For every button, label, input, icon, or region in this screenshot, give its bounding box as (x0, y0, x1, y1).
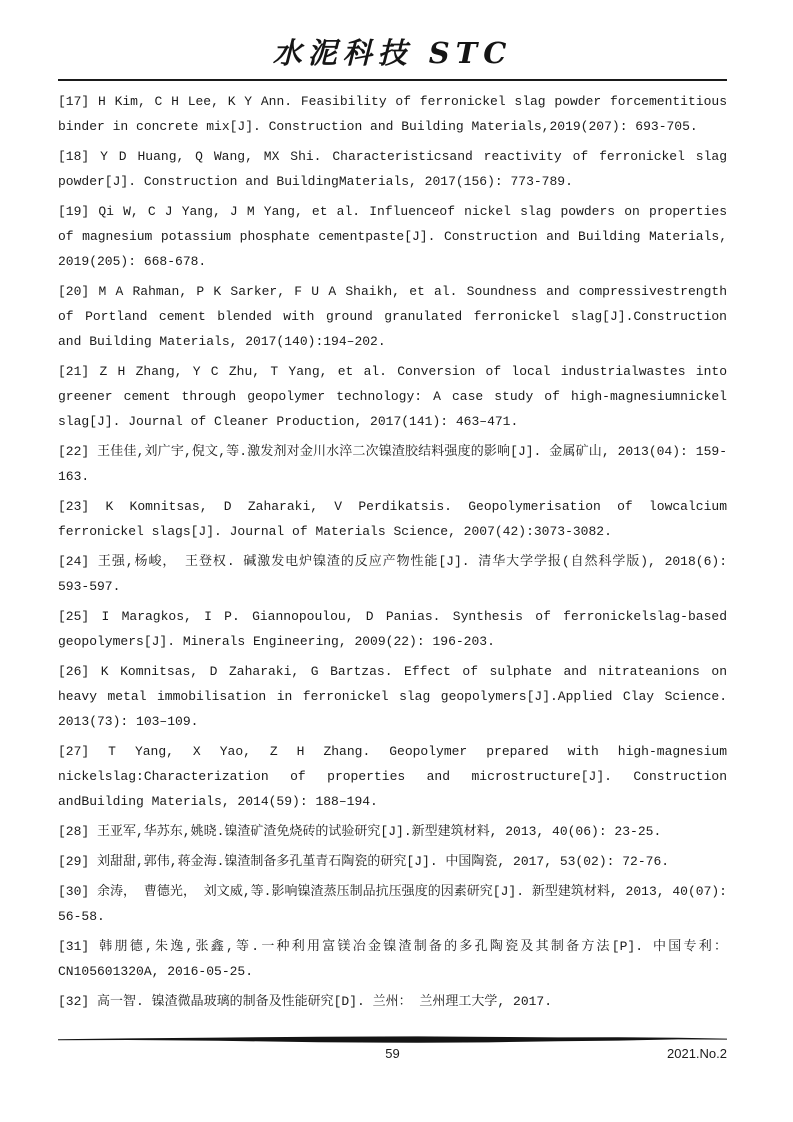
reference-17: [17] H Kim, C H Lee, K Y Ann. Feasibility of ferronickel slag powder forcementitious binder in concrete mix[J]. Construction and Building Materials,2019(207): 693-705. (58, 94, 727, 134)
footer-text-row (58, 1046, 727, 1064)
page-title: 水泥科技 STC (272, 36, 513, 70)
reference-19: [19] Qi W, C J Yang, J M Yang, et al. Influenceof nickel slag powders on properties of magnesium potassium phosphate cementpaste[J]. Construction and Building Materials, 2019(205): 668-678. (58, 204, 727, 269)
reference-22: [22] 王佳佳,刘广宇,倪文,等.激发剂对金川水淬二次镍渣胶结料强度的影响[J]. 金属矿山, 2013(04): 159-163. (58, 444, 727, 484)
reference-25: [25] I Maragkos, I P. Giannopoulou, D Panias. Synthesis of ferronickelslag-based geopolymers[J]. Minerals Engineering, 2009(22): 196-203. (58, 609, 727, 649)
reference-27: [27] T Yang, X Yao, Z H Zhang. Geopolymer prepared with high-magnesium nickelslag:Characterization of properties and microstructure[J]. Construction andBuilding Materials, 2014(59): 188–194. (58, 744, 727, 809)
reference-31: [31] 韩朋德,朱逸,张鑫,等.一种利用富镁冶金镍渣制备的多孔陶瓷及其制备方法[P]. 中国专利：CN105601320A, 2016-05-25. (58, 939, 727, 979)
reference-21: [21] Z H Zhang, Y C Zhu, T Yang, et al. Conversion of local industrialwastes into greener cement through geopolymer technology: A case study of high-magnesiumnickel slag[J]. Journal of Cleaner Production, 2017(141): 463–471. (58, 364, 727, 429)
page-number: 59 (385, 1046, 400, 1061)
references-list (58, 89, 727, 1014)
page-content (58, 0, 727, 1019)
reference-30: [30] 余涛， 曹德光， 刘文威,等.影响镍渣蒸压制品抗压强度的因素研究[J]. 新型建筑材料, 2013, 40(07): 56-58. (58, 884, 727, 924)
header-divider (58, 79, 727, 81)
reference-26: [26] K Komnitsas, D Zaharaki, G Bartzas. Effect of sulphate and nitrateanions on heavy metal immobilisation in ferronickel slag geopolymers[J].Applied Clay Science. 2013(73): 103–109. (58, 664, 727, 729)
reference-32: [32] 高一智. 镍渣微晶玻璃的制备及性能研究[D]. 兰州： 兰州理工大学, 2017. (58, 994, 553, 1009)
reference-28: [28] 王亚军,华苏东,姚晓.镍渣矿渣免烧砖的试验研究[J].新型建筑材料, 2013, 40(06): 23-25. (58, 824, 662, 839)
footer-divider (58, 1036, 727, 1044)
reference-24: [24] 王强,杨峻， 王登权. 碱激发电炉镍渣的反应产物性能[J]. 清华大学学报(自然科学版), 2018(6): 593-597. (58, 554, 727, 594)
page-footer (58, 1036, 727, 1064)
reference-23: [23] K Komnitsas, D Zaharaki, V Perdikatsis. Geopolymerisation of lowcalcium ferronickel slags[J]. Journal of Materials Science, 2007(42):3073-3082. (58, 499, 727, 539)
reference-18: [18] Y D Huang, Q Wang, MX Shi. Characteristicsand reactivity of ferronickel slag powder[J]. Construction and BuildingMaterials, 2017(156): 773-789. (58, 149, 727, 189)
reference-20: [20] M A Rahman, P K Sarker, F U A Shaikh, et al. Soundness and compressivestrength of Portland cement blended with ground granulated ferronickel slag[J].Construction and Building Materials, 2017(140):194–202. (58, 284, 727, 349)
reference-29: [29] 刘甜甜,郭伟,蒋金海.镍渣制备多孔堇青石陶瓷的研究[J]. 中国陶瓷, 2017, 53(02): 72-76. (58, 854, 670, 869)
issue-label: 2021.No.2 (667, 1046, 727, 1061)
